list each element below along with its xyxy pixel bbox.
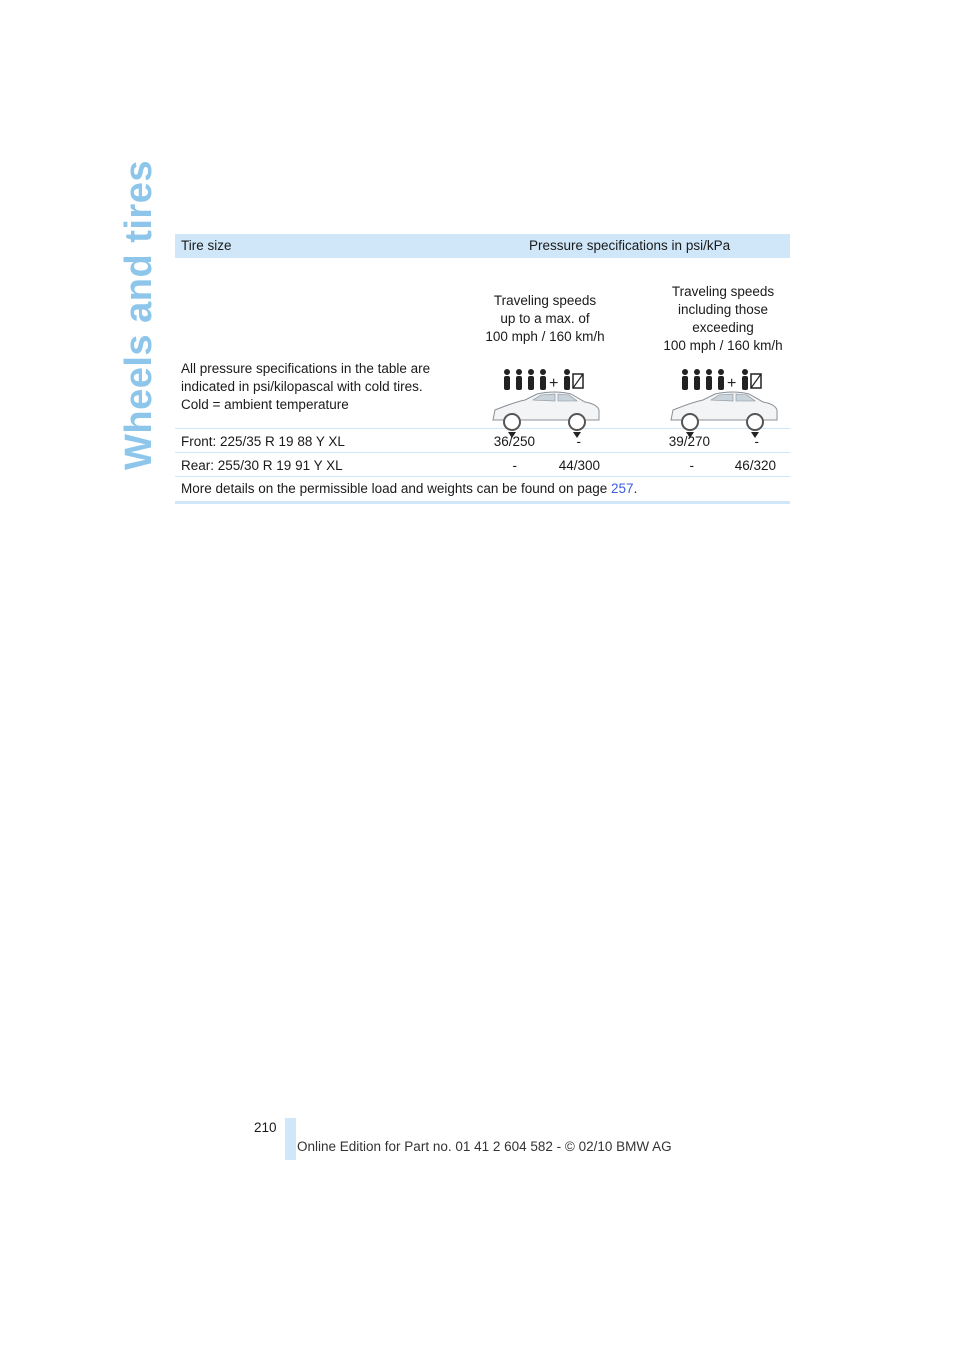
- footer-accent-bar: [285, 1118, 296, 1160]
- svg-text:+: +: [549, 375, 559, 392]
- tire-pressure-table: [175, 234, 790, 504]
- footnote-text: More details on the permissible load and weights can be found on page: [181, 481, 612, 496]
- footer-edition-text: Online Edition for Part no. 01 41 2 604 582 - © 02/10 BMW AG: [297, 1139, 672, 1154]
- row-label-front: Front: 225/35 R 19 88 Y XL: [181, 434, 345, 449]
- page-number: 210: [254, 1120, 277, 1135]
- front-value-3: 39/270: [668, 434, 710, 449]
- table-row: [175, 453, 790, 477]
- svg-text:+: +: [727, 375, 737, 392]
- table-row: [175, 429, 790, 453]
- footnote-end: .: [633, 481, 638, 496]
- table-footnote: [175, 477, 790, 504]
- rear-value-4: 46/320: [734, 458, 776, 473]
- front-value-4: -: [754, 434, 759, 449]
- front-value-2: -: [576, 434, 581, 449]
- table-intro-row: [175, 258, 790, 429]
- rear-value-1: -: [512, 458, 517, 473]
- table-header: [175, 234, 790, 258]
- rear-value-2: 44/300: [558, 458, 600, 473]
- chapter-side-title: Wheels and tires: [118, 160, 160, 470]
- header-tire-size: Tire size: [181, 238, 232, 253]
- header-pressure: Pressure specifications in psi/kPa: [529, 238, 731, 253]
- rear-value-3: -: [689, 458, 694, 473]
- front-value-1: 36/250: [493, 434, 535, 449]
- speed-column-1-heading: Traveling speeds up to a max. of 100 mph / 160 km/h: [485, 293, 605, 344]
- page-reference-link[interactable]: 257: [611, 481, 634, 496]
- car-load-icon: [663, 366, 783, 438]
- pressure-note: All pressure specifications in the table are indicated in psi/kilopascal with cold tires. Cold = ambient temperature: [181, 361, 431, 412]
- row-label-rear: Rear: 255/30 R 19 91 Y XL: [181, 458, 343, 473]
- speed-column-2-heading: Traveling speeds including those exceeding 100 mph / 160 km/h: [663, 284, 783, 353]
- car-load-icon: [485, 366, 605, 438]
